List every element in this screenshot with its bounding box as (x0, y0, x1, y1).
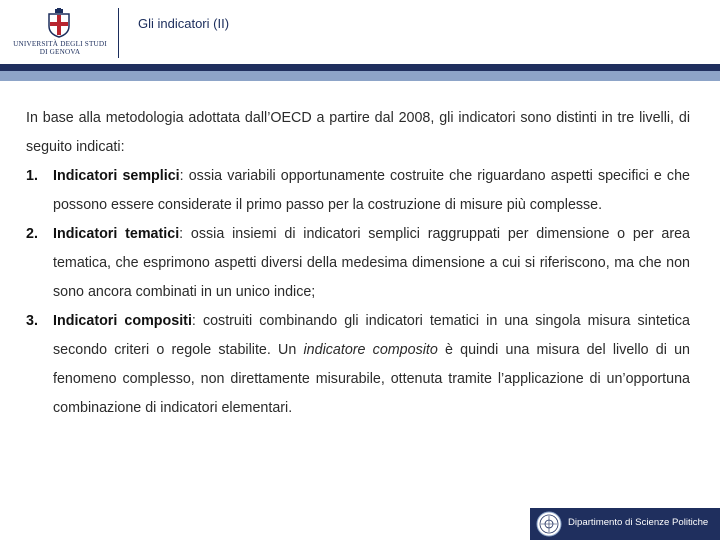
slide-header (0, 0, 720, 64)
department-name: Dipartimento di Scienze Politiche (568, 517, 709, 528)
header-band-dark (0, 64, 720, 71)
list-item (26, 220, 690, 307)
university-name-line1: UNIVERSITÀ DEGLI STUDI (13, 40, 107, 48)
list-item-term: Indicatori semplici (53, 168, 180, 184)
university-logo (0, 0, 118, 64)
department-seal-icon (536, 511, 562, 537)
list-item-text: : ossia variabili opportunamente costruite che riguardano aspetti specifici e che possono essere considerate il primo passo per la costruzione di misure più complesse. (53, 168, 690, 213)
list-item-number: 1. (26, 168, 38, 184)
list-item-text-end: è quindi una misura del livello di un fenomeno complesso, non direttamente misurabile, ottenuta tramite l’applicazione di un’opportuna combinazione di indicatori elementari. (53, 342, 691, 416)
list-item-text: : ossia insiemi di indicatori semplici raggruppati per dimensione o per area tematica, che esprimono aspetti diversi della medesima dimensione a cui si riferiscono, ma che non sono ancora combinati in un unico indice; (53, 226, 690, 300)
list-item-number: 2. (26, 226, 38, 242)
list-item-emphasis: indicatore composito (303, 342, 438, 358)
header-band-light (0, 71, 720, 81)
university-name (4, 40, 116, 56)
footer-bar (530, 508, 720, 540)
intro-paragraph: In base alla metodologia adottata dall’OECD a partire dal 2008, gli indicatori sono distinti in tre livelli, di seguito indicati: (26, 110, 690, 155)
list-item-term: Indicatori tematici (53, 226, 180, 242)
list-item (26, 307, 690, 423)
list-item-term: Indicatori compositi (53, 313, 192, 329)
slide-title: Gli indicatori (II) (138, 16, 230, 31)
university-crest-icon (44, 8, 74, 38)
slide-body (26, 104, 690, 423)
header-divider (118, 8, 119, 58)
list-item (26, 162, 690, 220)
list-item-text: : costruiti combinando gli indicatori tematici in una singola misura sintetica secondo criteri o regole stabilite. Un (53, 313, 690, 358)
list-item-number: 3. (26, 313, 38, 329)
university-name-line2: DI GENOVA (39, 48, 81, 56)
